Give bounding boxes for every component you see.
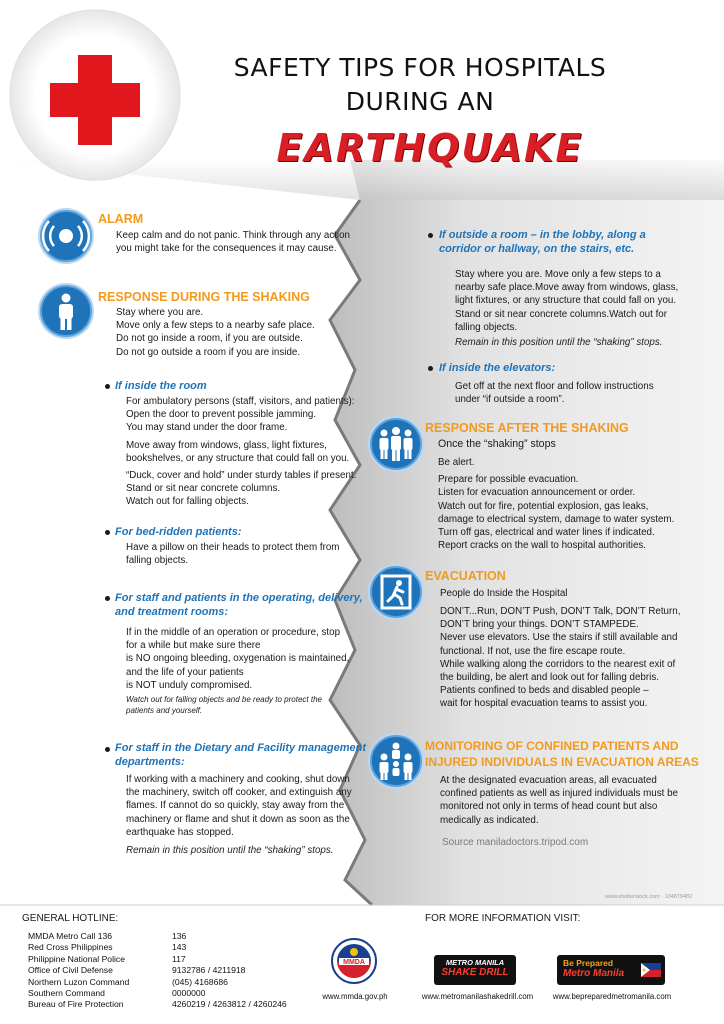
- operating-heading-line: and treatment rooms:: [115, 606, 229, 618]
- inside-room-heading: If inside the room: [115, 380, 207, 392]
- elevators-line: Get off at the next floor and follow instructions: [455, 381, 654, 392]
- monitoring-heading-line: MONITORING OF CONFINED PATIENTS AND: [425, 739, 679, 753]
- evacuation-intro: People do Inside the Hospital: [440, 588, 568, 599]
- operating-line: is NOT unduly compromised.: [126, 679, 253, 691]
- after-heading: RESPONSE AFTER THE SHAKING: [425, 421, 629, 435]
- outside-room-heading-line: corridor or hallway, on the stairs, etc.: [439, 243, 635, 255]
- monitoring-line: confined patients as well as injured individuals must be: [440, 788, 678, 800]
- evacuation-text: [440, 605, 715, 711]
- evacuation-heading: EVACUATION: [425, 569, 506, 583]
- bullet: [428, 366, 433, 371]
- bullet: [105, 596, 110, 601]
- inside-room-line: Open the door to prevent possible jamming.: [126, 409, 317, 421]
- hotline-name: Bureau of Fire Protection: [28, 999, 124, 1010]
- dietary-heading-line: departments:: [115, 756, 185, 768]
- bedridden-text: [126, 541, 366, 567]
- outside-room-text: [455, 268, 710, 334]
- during-line: Move only a few steps to a nearby safe place.: [116, 320, 315, 332]
- after-line: Prepare for possible evacuation.: [438, 474, 579, 486]
- person-icon: [40, 285, 92, 337]
- evacuation-line: Never use elevators. Use the stairs if still available and: [440, 632, 678, 644]
- after-line: Listen for evacuation announcement or order.: [438, 487, 636, 499]
- evacuation-line: Patients confined to beds and disabled people –: [440, 685, 649, 697]
- operating-heading-line: For staff and patients in the operating, delivery,: [115, 592, 363, 604]
- monitoring-text: [440, 774, 720, 827]
- alarm-heading: ALARM: [98, 212, 144, 226]
- group-people-icon: [370, 418, 422, 470]
- alarm-line: Keep calm and do not panic. Think through any action: [116, 230, 351, 241]
- exit-icon: [370, 566, 422, 618]
- after-line: damage to electrical system, damage to water system.: [438, 513, 675, 525]
- monitoring-heading: [425, 738, 720, 770]
- bedridden-line: falling objects.: [126, 555, 189, 567]
- family-icon: [370, 735, 422, 787]
- dietary-heading: [115, 741, 375, 769]
- bullet: [105, 530, 110, 535]
- monitoring-line: monitored not only in terms of head count but also: [440, 801, 658, 813]
- alarm-line: you might take for the consequences it may cause.: [116, 243, 337, 255]
- during-line: Do not go inside a room, if you are outside.: [116, 333, 303, 345]
- during-line: Stay where you are.: [116, 307, 204, 318]
- bullet: [105, 747, 110, 752]
- bedridden-heading: For bed-ridden patients:: [115, 526, 242, 538]
- evacuation-line: DON’T bring your things. DON’T STAMPEDE.: [440, 619, 639, 631]
- dietary-line: the machinery, switch off cooker, and extinguish any: [126, 787, 352, 799]
- url-shake-drill[interactable]: www.metromanilashakedrill.com: [421, 992, 534, 1001]
- be-prepared-line-2: Metro Manila: [563, 968, 625, 979]
- hotline-number: 143: [172, 942, 187, 953]
- operating-line: and the life of your patients: [126, 666, 244, 678]
- hotline-names: [28, 931, 129, 1011]
- hotline-name: Philippine National Police: [28, 953, 125, 964]
- outside-room-line: nearby safe place.Move away from windows, glass,: [455, 282, 679, 294]
- title-earthquake: EARTHQUAKE: [276, 126, 584, 170]
- alarm-icon: [40, 210, 92, 262]
- during-text: [116, 306, 356, 359]
- hotline-number: 136: [172, 931, 187, 941]
- during-line: Do not go outside a room if you are inside.: [116, 346, 301, 358]
- title-line-2: DURING AN: [345, 87, 495, 116]
- operating-line: for a while but make sure there: [126, 640, 261, 652]
- mmda-logo-text: MMDA: [343, 959, 365, 966]
- evacuation-line: functional. If not, use the fire escape route.: [440, 645, 626, 657]
- shake-drill-logo[interactable]: [434, 955, 516, 985]
- operating-line: If in the middle of an operation or procedure, stop: [126, 627, 341, 638]
- dietary-remain: Remain in this position until the “shaking” stops.: [126, 845, 334, 856]
- outside-room-line: Stay where you are. Move only a few steps to a: [455, 269, 661, 280]
- hotline-name: Office of Civil Defense: [28, 965, 113, 976]
- hotline-name: Red Cross Philippines: [28, 942, 113, 953]
- operating-text: [126, 626, 366, 692]
- operating-line: is NO ongoing bleeding, oxygenation is maintained,: [126, 653, 350, 665]
- evacuation-line: DON’T...Run, DON’T Push, DON’T Talk, DON’T Return,: [440, 606, 681, 617]
- outside-room-heading-line: If outside a room – in the lobby, along a: [439, 229, 646, 241]
- url-mmda[interactable]: www.mmda.gov.ph: [322, 992, 388, 1001]
- operating-note-line: patients and yourself.: [126, 705, 203, 715]
- hotline-number: 117: [172, 953, 186, 964]
- dietary-heading-line: For staff in the Dietary and Facility management: [115, 742, 367, 754]
- inside-room-line: For ambulatory persons (staff, visitors, and patients):: [126, 396, 355, 407]
- dietary-line: If working with a machinery and cooking, shut down: [126, 774, 350, 785]
- dietary-text: [126, 773, 376, 839]
- dietary-line: machinery or flame and shut it down as soon as the: [126, 813, 350, 825]
- hotline-number: 4260219 / 4263812 / 4260246: [172, 999, 287, 1010]
- hotline-number: 9132786 / 4211918: [172, 965, 246, 976]
- flag-icon: [641, 963, 661, 977]
- info-title: FOR MORE INFORMATION VISIT:: [425, 913, 581, 924]
- hotline-number: (045) 4168686: [172, 976, 228, 987]
- shake-drill-line-1: METRO MANILA: [445, 958, 505, 967]
- outside-room-line: light fixtures, or any structure that could fall on you.: [455, 295, 677, 307]
- bullet: [105, 384, 110, 389]
- alarm-text: [116, 229, 356, 255]
- title-line-1: SAFETY TIPS FOR HOSPITALS: [233, 53, 607, 82]
- inside-room-text: [126, 395, 366, 509]
- after-line: Be alert.: [438, 457, 475, 468]
- evacuation-line: While walking along the corridors to the nearest exit of: [440, 658, 676, 670]
- after-text: [438, 456, 713, 552]
- elevators-heading: If inside the elevators:: [439, 362, 556, 374]
- inside-room-line: Watch out for falling objects.: [126, 496, 249, 508]
- outside-room-line: Stand or sit near concrete columns.Watch out for: [455, 308, 668, 320]
- watermark: www.shutterstock.com · 104879482: [605, 894, 693, 900]
- after-line: Report cracks on the wall to hospital authorities.: [438, 540, 647, 552]
- dietary-line: flames. If cannot do so quickly, stay away from the: [126, 800, 345, 812]
- outside-room-remain: Remain in this position until the “shaking” stops.: [455, 337, 663, 348]
- outside-room-heading: [439, 228, 709, 256]
- operating-note: [126, 695, 366, 716]
- be-prepared-logo[interactable]: [557, 955, 665, 985]
- during-heading: RESPONSE DURING THE SHAKING: [98, 290, 310, 304]
- outside-room-line: falling objects.: [455, 321, 518, 333]
- after-intro: Once the “shaking” stops: [438, 438, 556, 450]
- monitoring-line: medically as indicated.: [440, 814, 539, 826]
- hotline-title: GENERAL HOTLINE:: [22, 913, 119, 924]
- source-credit: Source maniladoctors.tripod.com: [442, 837, 589, 848]
- hotline-name: Southern Command: [28, 988, 105, 999]
- evacuation-line: wait for hospital evacuation teams to assist you.: [440, 698, 648, 710]
- hotline-numbers: [172, 931, 287, 1011]
- hotline-number: 0000000: [172, 988, 206, 999]
- operating-heading: [115, 591, 375, 619]
- shake-drill-line-2: SHAKE DRILL: [441, 967, 509, 978]
- bedridden-line: Have a pillow on their heads to protect them from: [126, 542, 340, 553]
- after-line: Turn off gas, electrical and water lines if indicated.: [438, 527, 655, 539]
- inside-room-line: You may stand under the door frame.: [126, 422, 288, 434]
- elevators-line: under “if outside a room”.: [455, 394, 565, 406]
- monitoring-line: At the designated evacuation areas, all evacuated: [440, 775, 657, 786]
- hotline-name: Northern Luzon Command: [28, 976, 130, 987]
- inside-room-line: Move away from windows, glass, light fixtures,: [126, 439, 327, 451]
- after-line: Watch out for fire, potential explosion, gas leaks,: [438, 500, 649, 512]
- be-prepared-line-1: Be Prepared: [563, 958, 614, 968]
- inside-room-line: bookshelves, or any structure that could fall on you.: [126, 452, 350, 464]
- inside-room-line: “Duck, cover and hold” under sturdy tables if present.: [126, 470, 357, 482]
- url-be-prepared[interactable]: www.bepreparedmetromanila.com: [552, 992, 672, 1001]
- inside-room-line: Stand or sit near concrete columns.: [126, 483, 281, 495]
- bullet: [428, 233, 433, 238]
- evacuation-line: the building, be alert and look out for falling debris.: [440, 672, 659, 684]
- mmda-logo[interactable]: [331, 938, 377, 984]
- elevators-text: [455, 380, 710, 406]
- hotline-name: MMDA Metro Call 136: [28, 931, 113, 941]
- operating-note-line: Watch out for falling objects and be ready to protect the: [126, 695, 322, 704]
- monitoring-heading-line: INJURED INDIVIDUALS IN EVACUATION AREAS: [425, 755, 699, 769]
- dietary-line: earthquake has stopped.: [126, 826, 234, 838]
